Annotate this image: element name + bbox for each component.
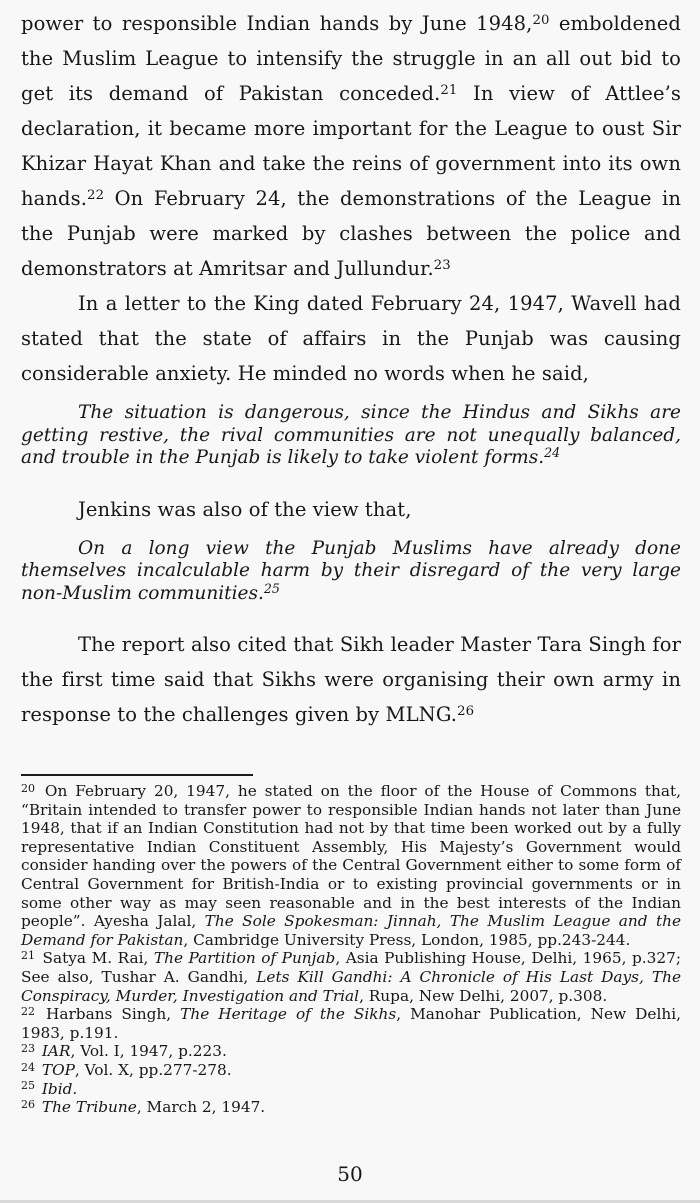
text-run: power to responsible Indian hands by June 1948, bbox=[21, 12, 533, 35]
italic-text: The Partition of Punjab bbox=[153, 949, 336, 968]
text-run: emboldened the Muslim League to intensify the struggle in an all out bid to get its demand of Pakistan conceded. bbox=[21, 12, 681, 105]
italic-text: TOP bbox=[41, 1060, 75, 1079]
text-run: The situation is dangerous, since the Hindus and Sikhs are getting restive, the rival communities are not unequally balanced, and trouble in the Punjab is likely to take violent forms. bbox=[21, 402, 681, 468]
footnote-number: 20 bbox=[21, 781, 35, 795]
footnote-number: 22 bbox=[21, 1004, 35, 1018]
text-run: , Vol. I, 1947, p.223. bbox=[70, 1042, 227, 1061]
blockquote bbox=[21, 538, 681, 606]
blockquote bbox=[21, 402, 681, 470]
text-run: On February 20, 1947, he stated on the floor of the House of Commons that, “Britain intended to transfer power to responsible Indian hands not later than June 1948, that if an Indian Constitution had not by that time been worked out by a fully representative Indian Constituent Assembly, His Majesty’s Government would consider handing over the powers of the Central Government either to some form of Central Government for British-India or to existing provincial governments or in some other way as may seen reasonable and in the best interests of the Indian people”. Ayesha Jalal, bbox=[21, 782, 681, 931]
footnote-number: 25 bbox=[21, 1079, 35, 1093]
italic-text: Lets Kill Gandhi: A Chronicle of His Last Days, The Conspiracy, Murder, Investigation and Trial bbox=[21, 967, 681, 1005]
page-number: 50 bbox=[337, 1162, 363, 1186]
paragraph bbox=[21, 492, 681, 527]
page-body bbox=[21, 6, 681, 732]
italic-text: The Heritage of the Sikhs bbox=[180, 1005, 397, 1024]
footnote-reference: 26 bbox=[457, 704, 475, 720]
footnote-reference: 22 bbox=[87, 188, 105, 204]
text-run: , March 2, 1947. bbox=[136, 1098, 266, 1117]
footnote-number: 23 bbox=[21, 1041, 35, 1055]
footnote-reference: 21 bbox=[440, 83, 458, 99]
footnote-number: 21 bbox=[21, 948, 35, 962]
footnote bbox=[21, 1042, 681, 1061]
footnote bbox=[21, 1061, 681, 1080]
footnote-reference: 25 bbox=[263, 580, 280, 596]
footnotes-section bbox=[21, 782, 681, 1117]
text-run: In view of Attlee’s declaration, it became more important for the League to oust Sir Khizar Hayat Khan and take the reins of government into its own hands. bbox=[21, 82, 681, 210]
text-run: , Rupa, New Delhi, 2007, p.308. bbox=[359, 986, 608, 1005]
italic-text: The Tribune bbox=[41, 1098, 137, 1117]
text-run: Satya M. Rai, bbox=[42, 949, 154, 968]
footnote bbox=[21, 1098, 681, 1117]
italic-text: The Sole Spokesman: Jinnah, The Muslim League and the Demand for Pakistan bbox=[21, 912, 682, 949]
footnote-number: 24 bbox=[21, 1060, 35, 1074]
text-run: , Manohar Publication, New Delhi, 1983, p.191. bbox=[21, 1005, 681, 1042]
text-run: , Asia Publishing House, Delhi, 1965, p.327; See also, Tushar A. Gandhi, bbox=[21, 949, 681, 986]
footnote-number: 26 bbox=[21, 1097, 35, 1111]
paragraph bbox=[21, 627, 681, 732]
paragraph bbox=[21, 286, 681, 391]
text-run: , Cambridge University Press, London, 1985, pp.243-244. bbox=[183, 930, 631, 949]
text-run: Harbans Singh, bbox=[46, 1005, 181, 1024]
footnote-reference: 20 bbox=[532, 13, 550, 29]
footnote-separator bbox=[21, 774, 253, 776]
footnote bbox=[21, 1080, 681, 1099]
footnote bbox=[21, 782, 681, 949]
text-run: On February 24, the demonstrations of the League in the Punjab were marked by clashes between the police and demonstrators at Amritsar and Jullundur. bbox=[21, 187, 681, 280]
footnote bbox=[21, 1005, 681, 1042]
text-run: , Vol. X, pp.277-278. bbox=[74, 1060, 232, 1079]
footnote-reference: 24 bbox=[544, 445, 561, 461]
footnote bbox=[21, 949, 681, 1005]
text-run: In a letter to the King dated February 24, 1947, Wavell had stated that the state of affairs in the Punjab was causing considerable anxiety. He minded no words when he said, bbox=[21, 292, 681, 385]
footnote-reference: 23 bbox=[433, 258, 451, 274]
paragraph bbox=[21, 6, 681, 286]
italic-text: IAR bbox=[41, 1042, 71, 1061]
italic-text: Ibid. bbox=[41, 1079, 78, 1098]
text-run: Jenkins was also of the view that, bbox=[78, 497, 412, 521]
text-run: The report also cited that Sikh leader Master Tara Singh for the first time said that Sikhs were organising their own army in response to the challenges given by MLNG. bbox=[21, 633, 681, 726]
text-run: On a long view the Punjab Muslims have already done themselves incalculable harm by their disregard of the very large non-Muslim communities. bbox=[21, 537, 681, 604]
